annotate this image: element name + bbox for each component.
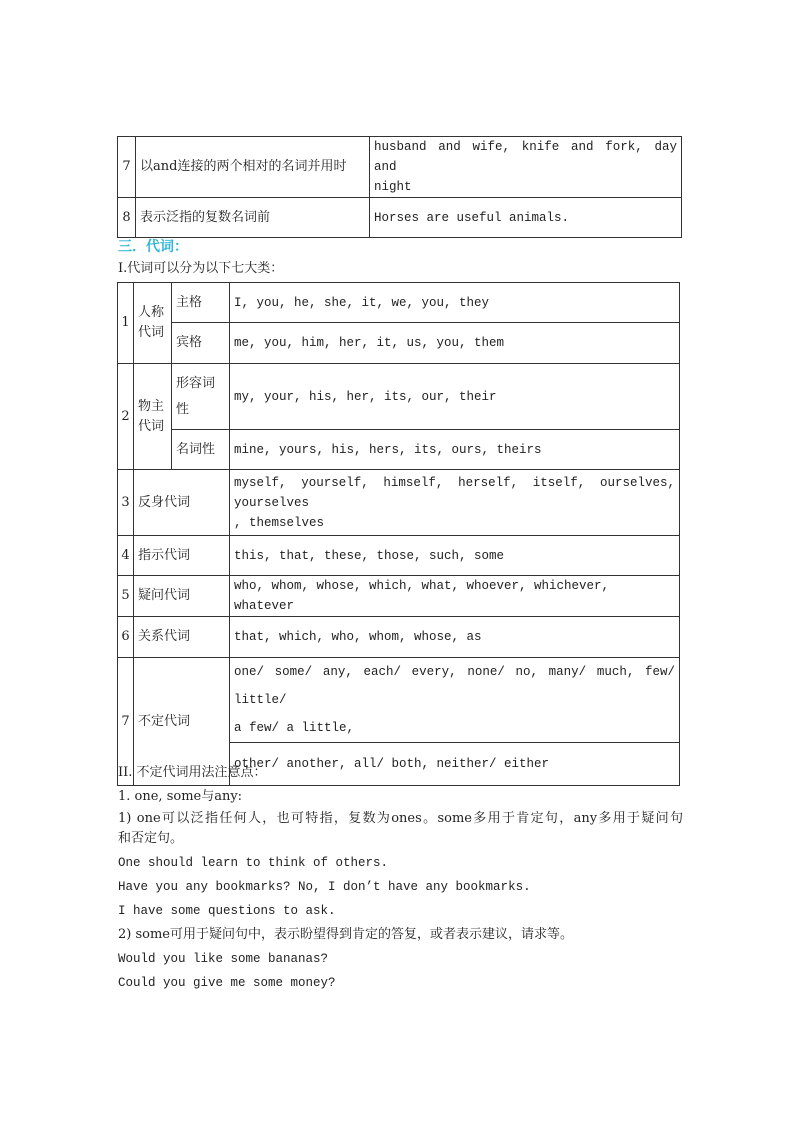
table-row bbox=[118, 536, 680, 576]
row-number: 7 bbox=[118, 658, 134, 786]
list-line: one/ some/ any, each/ every, none/ no, many/ much, few/ little/ bbox=[234, 665, 675, 707]
row-number: 6 bbox=[118, 617, 134, 658]
category-label: 反身代词 bbox=[134, 470, 230, 536]
row-number: 1 bbox=[118, 283, 134, 364]
paragraph-line: 1) one可以泛指任何人，也可特指，复数为ones。some多用于肯定句，any多用于疑问句 bbox=[118, 811, 683, 826]
example-sentence: Would you like some bananas? bbox=[118, 952, 329, 966]
pronoun-list: other/ another, all/ both, neither/ either bbox=[230, 743, 680, 786]
table-row bbox=[118, 198, 682, 238]
usage-example bbox=[370, 137, 682, 198]
pronoun-list: who, whom, whose, which, what, whoever, whichever, whatever bbox=[230, 576, 680, 617]
row-number: 2 bbox=[118, 364, 134, 470]
category-label: 物主代词 bbox=[134, 364, 172, 470]
pronoun-list: my, your, his, her, its, our, their bbox=[230, 364, 680, 430]
section-heading: 三．代词： bbox=[118, 239, 188, 255]
row-number: 5 bbox=[118, 576, 134, 617]
pronoun-list: I, you, he, she, it, we, you, they bbox=[230, 283, 680, 323]
example-sentence: I have some questions to ask. bbox=[118, 904, 336, 918]
list-line: , themselves bbox=[234, 515, 325, 530]
category-label: 关系代词 bbox=[134, 617, 230, 658]
pronoun-table bbox=[117, 282, 680, 786]
example-line: husband and wife, knife and fork, day and bbox=[374, 140, 677, 174]
pronoun-list bbox=[230, 470, 680, 536]
usage-description: 表示泛指的复数名词前 bbox=[136, 198, 370, 238]
pronoun-list: that, which, who, whom, whose, as bbox=[230, 617, 680, 658]
pronoun-list bbox=[230, 658, 680, 743]
table-row bbox=[118, 364, 680, 430]
example-line: night bbox=[374, 180, 412, 194]
row-number: 8 bbox=[118, 198, 136, 238]
subcategory-label: 形容词性 bbox=[172, 364, 230, 430]
paragraph-line: 2) some可用于疑问句中，表示盼望得到肯定的答复，或者表示建议，请求等。 bbox=[118, 927, 573, 942]
category-label: 不定代词 bbox=[134, 658, 230, 786]
table-row bbox=[118, 323, 680, 364]
row-number: 7 bbox=[118, 137, 136, 198]
list-line: yourselves bbox=[234, 495, 310, 510]
example-sentence: Could you give me some money? bbox=[118, 976, 336, 990]
notes-title: II. 不定代词用法注意点： bbox=[118, 765, 267, 780]
usage-example: Horses are useful animals. bbox=[370, 198, 682, 238]
category-label: 人称代词 bbox=[134, 283, 172, 364]
table-row bbox=[118, 430, 680, 470]
list-line: a few/ a little, bbox=[234, 721, 355, 735]
table-row bbox=[118, 658, 680, 743]
subcategory-label: 名词性 bbox=[172, 430, 230, 470]
pronoun-list: me, you, him, her, it, us, you, them bbox=[230, 323, 680, 364]
point-heading: 1. one, some与any: bbox=[118, 789, 243, 804]
example-sentence: One should learn to think of others. bbox=[118, 856, 389, 870]
category-label: 疑问代词 bbox=[134, 576, 230, 617]
example-sentence: Have you any bookmarks? No, I don’t have any bookmarks. bbox=[118, 880, 531, 894]
subcategory-label: 主格 bbox=[172, 283, 230, 323]
category-label: 指示代词 bbox=[134, 536, 230, 576]
row-number: 4 bbox=[118, 536, 134, 576]
pronoun-list: this, that, these, those, such, some bbox=[230, 536, 680, 576]
row-number: 3 bbox=[118, 470, 134, 536]
table-row bbox=[118, 137, 682, 198]
list-line: myself, yourself, himself, herself, itself, ourselves, bbox=[234, 475, 675, 490]
subheading: I.代词可以分为以下七大类： bbox=[118, 261, 284, 276]
usage-description: 以and连接的两个相对的名词并用时 bbox=[136, 137, 370, 198]
table-row bbox=[118, 576, 680, 617]
table-row bbox=[118, 283, 680, 323]
paragraph-line: 和否定句。 bbox=[118, 831, 184, 846]
article-usage-table bbox=[117, 136, 682, 238]
pronoun-list: mine, yours, his, hers, its, ours, theirs bbox=[230, 430, 680, 470]
table-row bbox=[118, 470, 680, 536]
table-row bbox=[118, 617, 680, 658]
subcategory-label: 宾格 bbox=[172, 323, 230, 364]
